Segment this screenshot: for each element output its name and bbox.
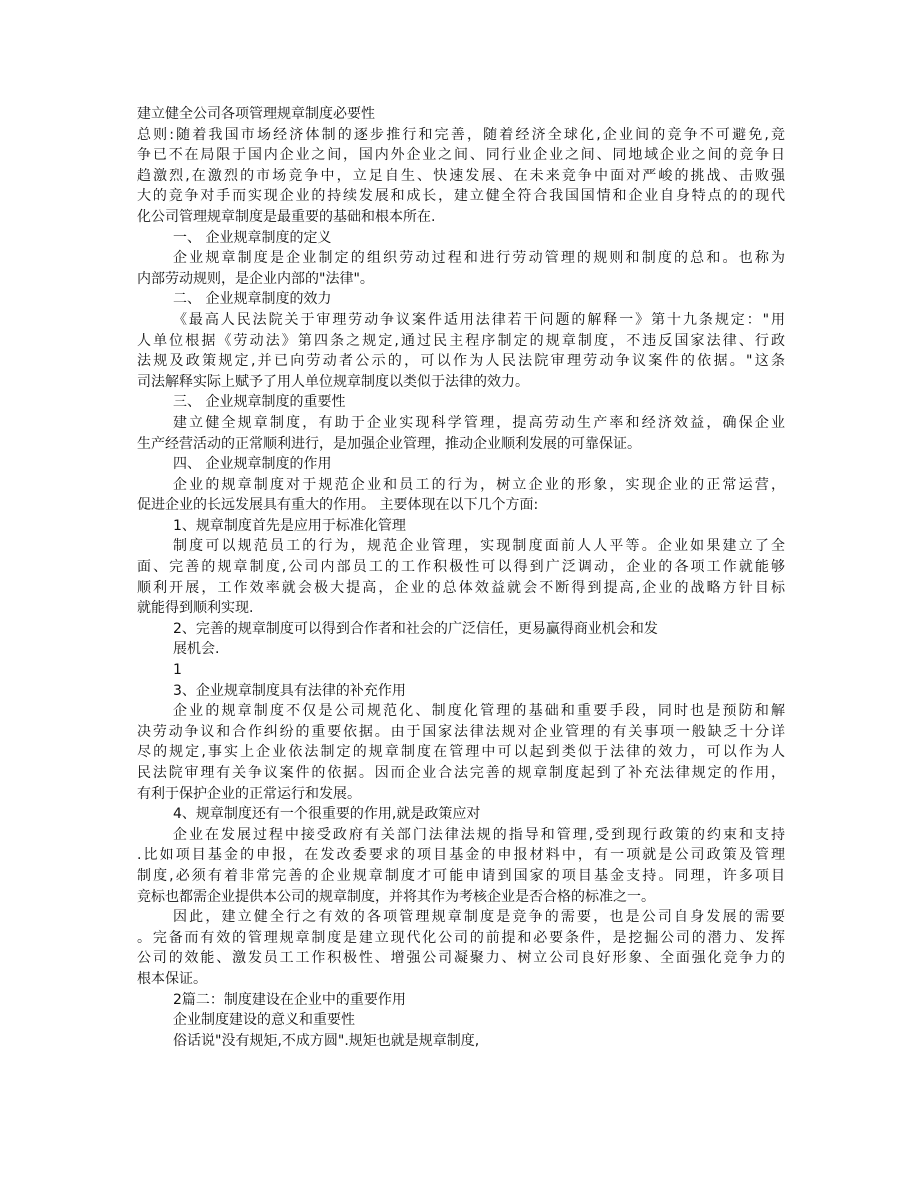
paragraph-line: 生产经营活动的正常顺利进行，是加强企业管理，推动企业顺利发展的可靠保证。: [137, 435, 641, 452]
paragraph-line: 。完备而有效的管理规章制度是建立现代化公司的前提和必要条件，是挖掘公司的潜力、发挥: [137, 929, 785, 946]
paragraph-line: 因此，建立健全行之有效的各项管理规章制度是竞争的需要，也是公司自身发展的需要: [173, 909, 785, 926]
paragraph-line: 企业的规章制度不仅是公司规范化、制度化管理的基础和重要手段，同时也是预防和解: [173, 703, 785, 720]
paragraph-line: 促进企业的长远发展具有重大的作用。 主要体现在以下几个方面:: [137, 497, 539, 514]
paragraph-line: 企业规章制度是企业制定的组织劳动过程和进行劳动管理的规则和制度的总和。也称为: [173, 250, 785, 267]
paragraph-line: 企业在发展过程中接受政府有关部门法律法规的指导和管理,受到现行政策的约束和支持: [173, 826, 785, 843]
point-heading: 3、企业规章制度具有法律的补充作用: [173, 682, 406, 699]
document-body: [137, 104, 785, 1051]
paragraph-line: 展机会.: [173, 641, 220, 658]
section-heading: 一、 企业规章制度的定义: [173, 229, 332, 246]
paragraph-line: 人单位根据《劳动法》第四条之规定,通过民主程序制定的规章制度，不违反国家法律、行政: [137, 332, 785, 349]
paragraph-line: 决劳动争议和合作纠纷的重要依据。由于国家法律法规对企业管理的有关事项一般缺乏十分详: [137, 723, 785, 740]
paragraph-line: 有利于保护企业的正常运行和发展。: [137, 785, 361, 802]
paragraph-line: 司法解释实际上赋予了用人单位规章制度以类似于法律的效力。: [137, 373, 529, 390]
intro-line: 大的竞争对手而实现企业的持续发展和成长，建立健全符合我国国情和企业自身特点的的现代: [137, 188, 785, 205]
section-heading: 四、 企业规章制度的作用: [173, 456, 332, 473]
paragraph-line: 法规及政策规定,并已向劳动者公示的，可以作为人民法院审理劳动争议案件的依据。"这条: [137, 353, 785, 370]
part-title: 2篇二：制度建设在企业中的重要作用: [173, 991, 406, 1008]
paragraph-line: 内部劳动规则，是企业内部的"法律"。: [137, 270, 374, 287]
paragraph-line: 俗话说"没有规矩,不成方圆".规矩也就是规章制度,: [173, 1032, 480, 1049]
intro-line: 总则:随着我国市场经济体制的逐步推行和完善，随着经济全球化,企业间的竞争不可避免,竞: [137, 126, 785, 143]
paragraph-line: .比如项目基金的申报，在发改委要求的项目基金的申报材料中，有一项就是公司政策及管理: [137, 847, 785, 864]
section-heading: 二、 企业规章制度的效力: [173, 291, 332, 308]
paragraph-line: 就能得到顺利实现.: [137, 600, 254, 617]
paragraph-line: 公司的效能、激发员工工作积极性、增强公司凝聚力、树立公司良好形象、全面强化竞争力的: [137, 950, 785, 967]
paragraph-line: 面、完善的规章制度,公司内部员工的工作积极性可以得到广泛调动，企业的各项工作就能够: [137, 559, 785, 576]
paragraph-line: 企业的规章制度对于规范企业和员工的行为，树立企业的形象，实现企业的正常运营，: [173, 476, 785, 493]
part-subtitle: 企业制度建设的意义和重要性: [173, 1012, 355, 1029]
paragraph-line: 制度可以规范员工的行为，规范企业管理，实现制度面前人人平等。企业如果建立了全: [173, 538, 785, 555]
section-heading: 三、 企业规章制度的重要性: [173, 394, 346, 411]
paragraph-line: 民法院审理有关争议案件的依据。因而企业合法完善的规章制度起到了补充法律规定的作用，: [137, 765, 785, 781]
paragraph-line: 尽的规定,事实上企业依法制定的规章制度在管理中可以起到类似于法律的效力，可以作为人: [137, 744, 785, 761]
point-heading: 4、规章制度还有一个很重要的作用,就是政策应对: [173, 806, 481, 823]
paragraph-line: 2、完善的规章制度可以得到合作者和社会的广泛信任，更易赢得商业机会和发: [173, 620, 658, 637]
paragraph-line: 根本保证。: [137, 970, 207, 987]
intro-line: 化公司管理规章制度是最重要的基础和根本所在.: [137, 208, 436, 225]
document-title: 建立健全公司各项管理规章制度必要性: [137, 106, 375, 122]
paragraph-line: 制度,必须有着非常完善的企业规章制度才可能申请到国家的项目基金支持。同理，许多项目: [137, 867, 785, 884]
paragraph-line: 顺利开展，工作效率就会极大提高，企业的总体效益就会不断得到提高,企业的战略方针目标: [137, 579, 785, 596]
intro-line: 争已不在局限于国内企业之间，国内外企业之间、同行业企业之间、同地域企业之间的竞争日: [137, 147, 785, 164]
intro-line: 趋激烈,在激烈的市场竞争中，立足自生、快速发展、在未来竞争中面对严峻的挑战、击败强: [137, 167, 785, 184]
paragraph-line: 竞标也都需企业提供本公司的规章制度，并将其作为考核企业是否合格的标准之一。: [137, 888, 655, 905]
paragraph-line: 《最高人民法院关于审理劳动争议案件适用法律若干问题的解释一》第十九条规定："用: [173, 311, 785, 328]
page-number: 1: [173, 662, 182, 679]
paragraph-line: 建立健全规章制度，有助于企业实现科学管理，提高劳动生产率和经济效益，确保企业: [173, 414, 785, 431]
point-heading: 1、规章制度首先是应用于标准化管理: [173, 517, 406, 534]
